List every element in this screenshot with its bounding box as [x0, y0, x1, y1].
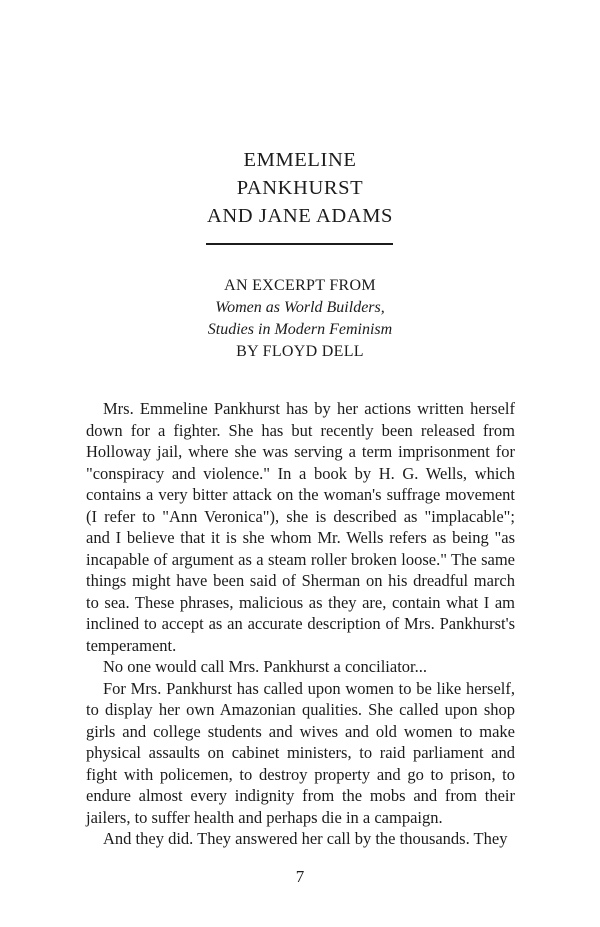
- paragraph: And they did. They answered her call by the thousands. They: [103, 829, 508, 848]
- byline: BY FLOYD DELL: [236, 343, 364, 360]
- page-number: 7: [295, 867, 305, 886]
- chapter-title: [0, 146, 600, 230]
- paragraph: Mrs. Emmeline Pankhurst has by her actions written herself down for a fighter. She has but recently been released from Holloway jail, where she was serving a term imprisonment for "conspiracy and violence." In a book by H. G. Wells, which contains a very bitter attack on the woman's suffrage movement (I refer to "Ann Veronica"), she is described as "implacable"; and I believe that it is she whom Mr. Wells refers as being "as incapable of argument as a steam roller broken loose." The same things might have been said of Sherman on his dreadful march to sea. These phrases, malicious as they are, contain what I am inclined to accept as an accurate description of Mrs. Pankhurst's temperament.: [86, 399, 515, 655]
- chapter-title-line-2: PANKHURST: [236, 177, 364, 199]
- excerpt-label: AN EXCERPT FROM: [224, 277, 376, 294]
- paragraph: No one would call Mrs. Pankhurst a conciliator...: [103, 657, 427, 676]
- title-divider: [206, 243, 393, 245]
- source-attribution: [0, 275, 600, 363]
- chapter-title-line-1: EMMELINE: [243, 149, 357, 171]
- chapter-title-line-3: AND JANE ADAMS: [206, 205, 394, 227]
- body-text: [86, 398, 515, 850]
- book-title-line-2: Studies in Modern Feminism: [207, 321, 393, 338]
- paragraph: For Mrs. Pankhurst has called upon women to be like herself, to display her own Amazonian qualities. She called upon shop girls and college students and wives and old women to make physical assaults on cabinet ministers, to raid parliament and fight with policemen, to destroy property and go to prison, to endure almost every indignity from the mobs and from their jailers, to suffer health and perhaps die in a campaign.: [86, 678, 515, 827]
- book-title-line-1: Women as World Builders,: [215, 299, 385, 316]
